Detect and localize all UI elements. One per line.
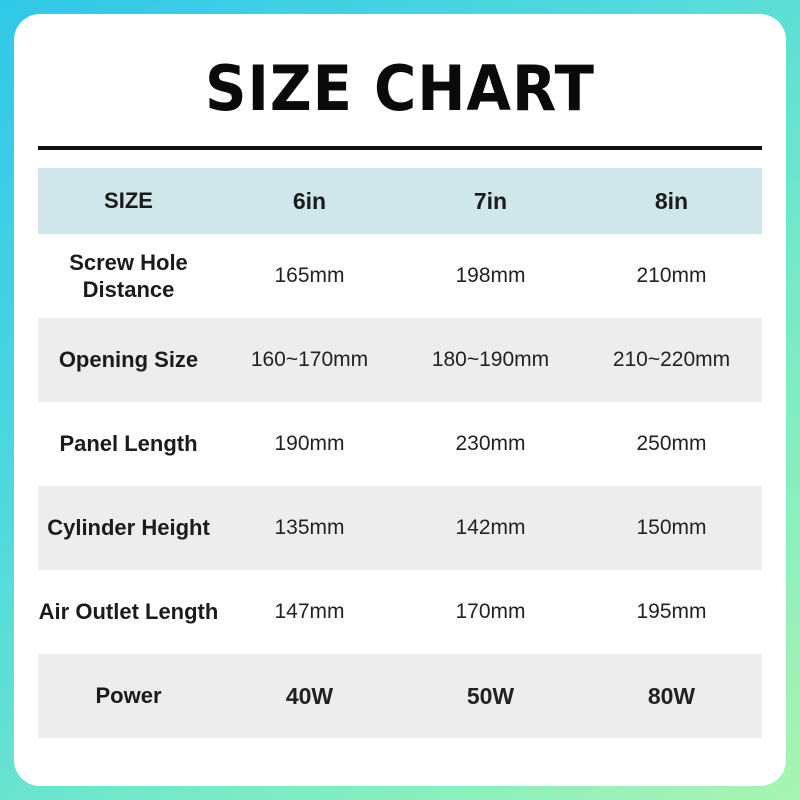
table-row xyxy=(38,486,762,570)
table-body xyxy=(38,234,762,738)
row-label: Cylinder Height xyxy=(38,486,219,570)
row-value-7in: 142mm xyxy=(400,486,581,570)
title-divider xyxy=(38,146,762,150)
row-label: Panel Length xyxy=(59,431,198,457)
row-label: Air Outlet Length xyxy=(38,599,219,625)
table-row xyxy=(38,234,762,318)
row-value-8in: 210mm xyxy=(636,264,707,287)
row-value-6in: 135mm xyxy=(219,486,400,570)
row-label: Opening Size xyxy=(38,318,219,402)
row-value-8in: 80W xyxy=(581,654,762,738)
row-value-6in: 147mm xyxy=(274,600,345,623)
row-value-8in: 210~220mm xyxy=(581,318,762,402)
row-label: Screw Hole Distance xyxy=(69,249,188,302)
page-title: SIZE CHART xyxy=(205,52,595,125)
table-header-row xyxy=(38,168,762,234)
row-value-6in: 190mm xyxy=(274,432,345,455)
row-value-6in: 165mm xyxy=(274,264,345,287)
row-label: Power xyxy=(38,654,219,738)
row-value-8in: 250mm xyxy=(636,432,707,455)
table-row xyxy=(38,402,762,486)
row-value-7in: 230mm xyxy=(455,432,526,455)
table-row xyxy=(38,570,762,654)
column-header-6in: 6in xyxy=(219,168,400,234)
column-header-8in: 8in xyxy=(581,168,762,234)
row-value-7in: 180~190mm xyxy=(400,318,581,402)
row-value-8in: 150mm xyxy=(581,486,762,570)
table-row xyxy=(38,654,762,738)
column-header-7in: 7in xyxy=(400,168,581,234)
size-chart-card xyxy=(14,14,786,786)
row-value-6in: 40W xyxy=(219,654,400,738)
table-row xyxy=(38,318,762,402)
table-header xyxy=(38,168,762,234)
row-value-7in: 50W xyxy=(400,654,581,738)
column-header-size: SIZE xyxy=(38,168,219,234)
row-value-7in: 198mm xyxy=(455,264,526,287)
row-value-6in: 160~170mm xyxy=(219,318,400,402)
row-value-7in: 170mm xyxy=(455,600,526,623)
row-value-8in: 195mm xyxy=(636,600,707,623)
size-chart-table xyxy=(38,168,762,738)
